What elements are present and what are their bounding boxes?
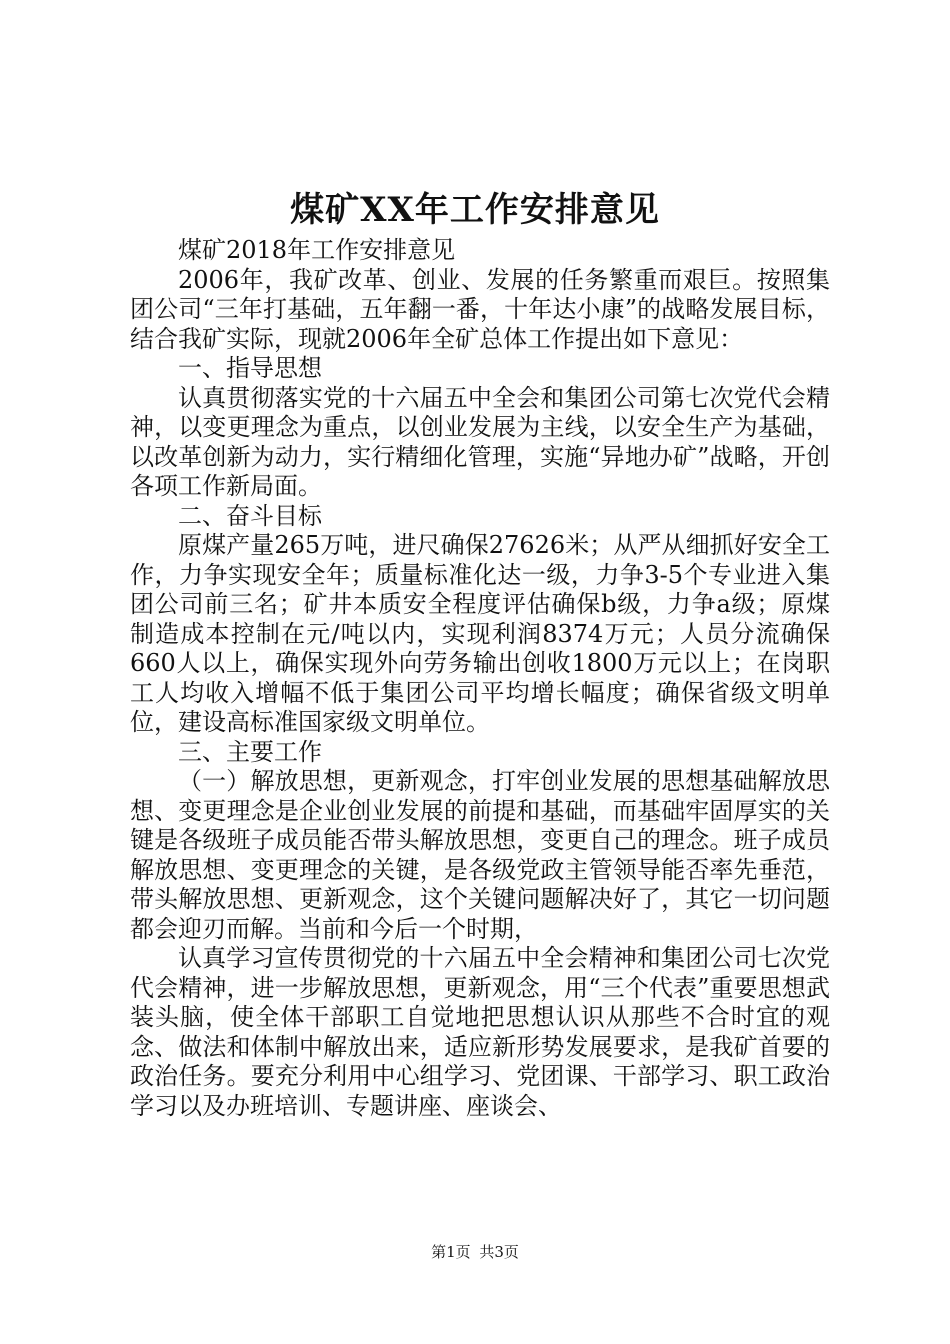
section-heading-main-work: 三、主要工作: [178, 737, 322, 766]
page-footer: [0, 1242, 950, 1262]
page-total: 共3页: [479, 1243, 519, 1261]
document-body: [130, 236, 830, 1121]
section-heading-goals: 二、奋斗目标: [178, 501, 322, 530]
paragraph-intro: 2006年，我矿改革、创业、发展的任务繁重而艰巨。按照集团公司“三年打基础，五年翻一番，十年达小康”的战略发展目标，结合我矿实际，现就2006年全矿总体工作提出如下意见：: [130, 265, 830, 353]
paragraph-main-work-1: （一）解放思想，更新观念，打牢创业发展的思想基础解放思想、变更理念是企业创业发展的前提和基础，而基础牢固厚实的关键是各级班子成员能否带头解放思想，变更自己的理念。班子成员解放思想、变更理念的关键，是各级党政主管领导能否率先垂范，带头解放思想、更新观念，这个关键问题解决好了，其它一切问题都会迎刃而解。当前和今后一个时期，: [130, 767, 830, 943]
section-heading-guiding-ideology: 一、指导思想: [178, 354, 322, 382]
paragraph-main-work-2: 认真学习宣传贯彻党的十六届五中全会精神和集团公司七次党代会精神，进一步解放思想，更新观念，用“三个代表”重要思想武装头脑，使全体干部职工自觉地把思想认识从那些不合时宜的观念、做法和体制中解放出来，适应新形势发展要求，是我矿首要的政治任务。要充分利用中心组学习、党团课、干部学习、职工政治学习以及办班培训、专题讲座、座谈会、: [130, 944, 830, 1120]
paragraph-goals: 原煤产量265万吨，进尺确保27626米；从严从细抓好安全工作，力争实现安全年；质量标准化达一级，力争3-5个专业进入集团公司前三名；矿井本质安全程度评估确保b级，力争a级；原煤制造成本控制在元/吨以内，实现利润8374万元；人员分流确保660人以上，确保实现外向劳务输出创收1800万元以上；在岗职工人均收入增幅不低于集团公司平均增长幅度；确保省级文明单位，建设高标准国家级文明单位。: [130, 531, 830, 736]
document-title: 煤矿XX年工作安排意见: [290, 190, 660, 230]
paragraph-subtitle: 煤矿2018年工作安排意见: [178, 236, 456, 264]
page-number: 第1页: [431, 1243, 471, 1261]
paragraph-guiding-ideology: 认真贯彻落实党的十六届五中全会和集团公司第七次党代会精神，以变更理念为重点，以创业发展为主线，以安全生产为基础，以改革创新为动力，实行精细化管理，实施“异地办矿”战略，开创各项工作新局面。: [130, 383, 830, 500]
